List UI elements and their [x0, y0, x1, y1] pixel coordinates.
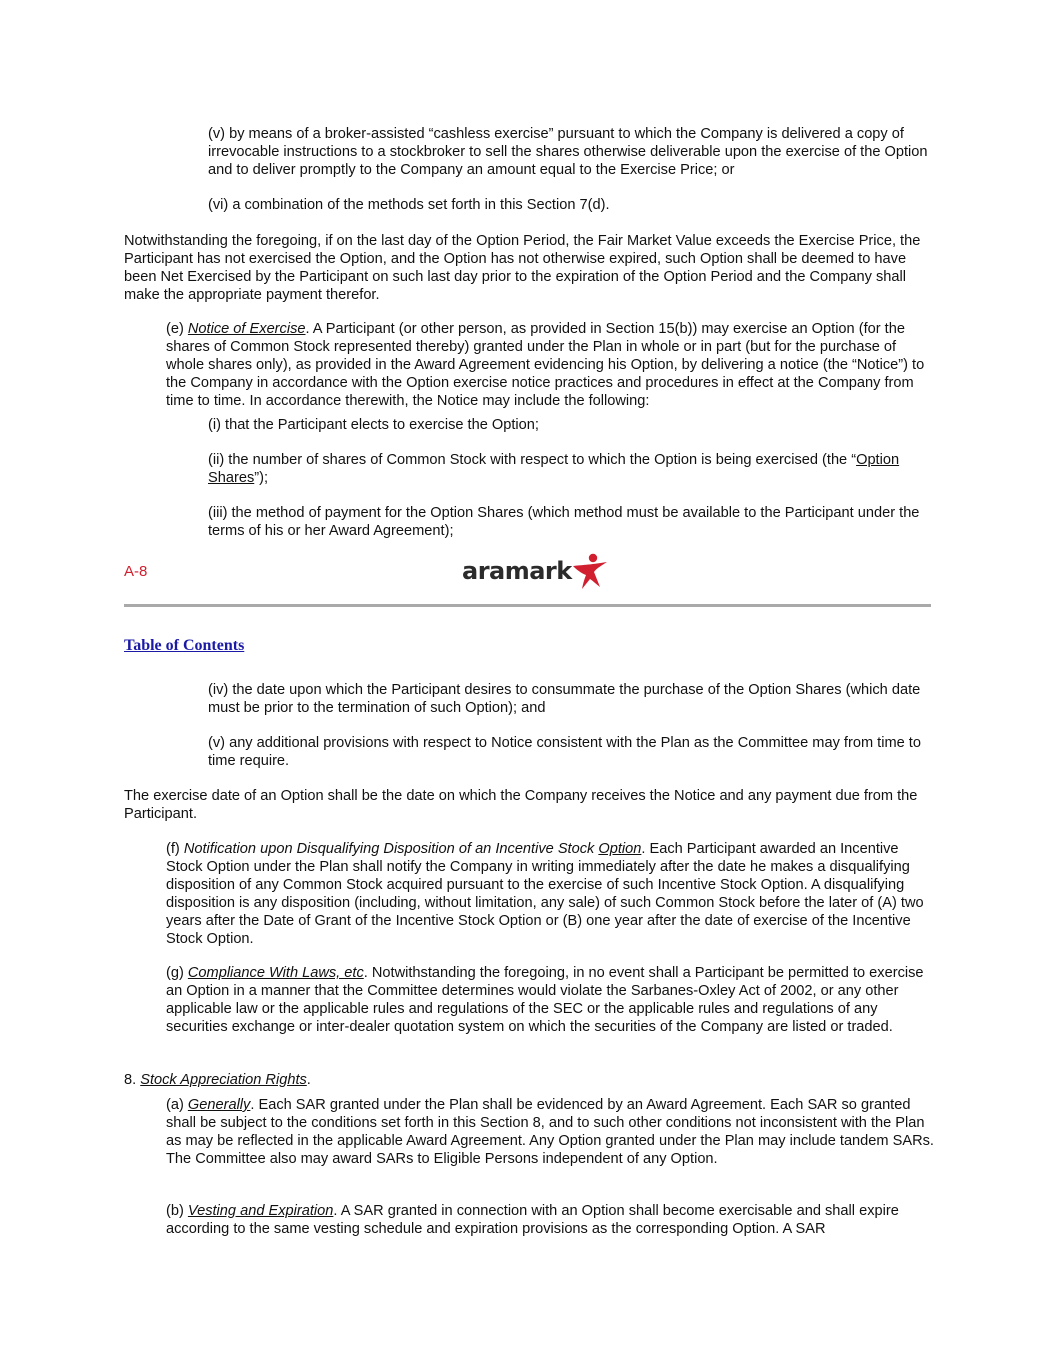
sar-generally-paragraph: (a) Generally. Each SAR granted under the Plan shall be evidenced by an Award Agreement. Each SAR so granted shall be subject to the conditions set forth in this Section 8, and to such other conditions not inconsistent with the Plan as may be reflected in the applicable Award Agreement. Any Option granted under the Plan may include tandem SARs. The Committee also may award SARs to Eligible Persons independent of any Option.	[166, 1097, 934, 1167]
compliance-paragraph: (g) Compliance With Laws, etc. Notwithstanding the foregoing, in no event shall a Participant be permitted to exercise an Option in a manner that the Committee determines would violate the Sarbanes-Oxley Act of 2002, or any other applicable law or the applicable rules and regulations of the SEC or the applicable rules and regulations of any securities exchange or inter-dealer quotation system on which the securities of the Company are listed or traded.	[166, 965, 924, 1035]
notice-item-ii: (ii) the number of shares of Common Stock with respect to which the Option is being exercised (the “Option Shares”);	[208, 452, 900, 486]
vesting-expiration-title: Vesting and Expiration	[187, 1203, 334, 1219]
item-v-paragraph: (v) by means of a broker-assisted “cashless exercise” pursuant to which the Company is delivered a copy of irrevocable instructions to a stockbroker to sell the shares otherwise deliverable upon the exercise of the Option and to deliver promptly to the Company an amount equal to the Exercise Price; or	[208, 126, 928, 178]
page-number: A-8	[124, 563, 148, 580]
option-shares-term: Option Shares	[208, 452, 900, 486]
star-figure-icon	[569, 552, 609, 590]
page-divider	[124, 604, 931, 607]
generally-title: Generally	[187, 1097, 251, 1113]
compliance-title: Compliance With Laws, etc	[187, 965, 364, 981]
exercise-date-paragraph: The exercise date of an Option shall be the date on which the Company receives the Notice and any payment due from the Participant.	[124, 788, 918, 822]
aramark-logo	[462, 552, 609, 590]
disqualifying-disposition-paragraph: (f) Notification upon Disqualifying Disposition of an Incentive Stock Option. Each Participant awarded an Incentive Stock Option under the Plan shall notify the Company in writing immediately after the date he makes a disqualifying disposition of any Common Stock acquired pursuant to the exercise of such Incentive Stock Option. A disqualifying disposition is any disposition (including, without limitation, any sale) of such Common Stock before the later of (A) two years after the Date of Grant of the Incentive Stock Option or (B) one year after the date of exercise of the Incentive Stock Option.	[166, 841, 924, 947]
section-8-heading: 8. Stock Appreciation Rights.	[124, 1072, 311, 1088]
notwithstanding-paragraph: Notwithstanding the foregoing, if on the last day of the Option Period, the Fair Market Value exceeds the Exercise Price, the Participant has not exercised the Option, and the Option has not otherwise expired, such Option shall be deemed to have been Net Exercised by the Participant on such last day prior to the expiration of the Option Period and the Company shall make the appropriate payment therefor.	[124, 233, 921, 303]
disqualifying-disposition-title: Notification upon Disqualifying Disposition of an Incentive Stock	[183, 841, 599, 857]
logo-wordmark: aramark	[462, 557, 572, 585]
table-of-contents-link[interactable]: Table of Contents	[124, 637, 245, 654]
notice-item-iv: (iv) the date upon which the Participant desires to consummate the purchase of the Option Shares (which date must be prior to the termination of such Option); and	[208, 682, 921, 716]
notice-item-iii: (iii) the method of payment for the Option Shares (which method must be available to the Participant under the terms of his or her Award Agreement);	[208, 505, 920, 539]
notice-of-exercise-title: Notice of Exercise	[187, 321, 306, 337]
vesting-expiration-paragraph: (b) Vesting and Expiration. A SAR granted in connection with an Option shall become exercisable and shall expire according to the same vesting schedule and expiration provisions as the corresponding Option. A SAR	[166, 1203, 899, 1237]
section-8-title: Stock Appreciation Rights	[140, 1072, 307, 1088]
notice-of-exercise-paragraph: (e) Notice of Exercise. A Participant (or other person, as provided in Section 15(b)) may exercise an Option (for the shares of Common Stock represented thereby) granted under the Plan in whole or in part (but for the purchase of whole shares only), as provided in the Award Agreement evidencing his Option, by delivering a notice (the “Notice”) to the Company in accordance with the Option exercise notice practices and procedures in effect at the Company from time to time. In accordance therewith, the Notice may include the following:	[166, 321, 925, 409]
item-vi-paragraph: (vi) a combination of the methods set forth in this Section 7(d).	[208, 197, 610, 213]
notice-item-v: (v) any additional provisions with respect to Notice consistent with the Plan as the Committee may from time to time require.	[208, 735, 921, 769]
notice-item-i: (i) that the Participant elects to exercise the Option;	[208, 417, 539, 433]
